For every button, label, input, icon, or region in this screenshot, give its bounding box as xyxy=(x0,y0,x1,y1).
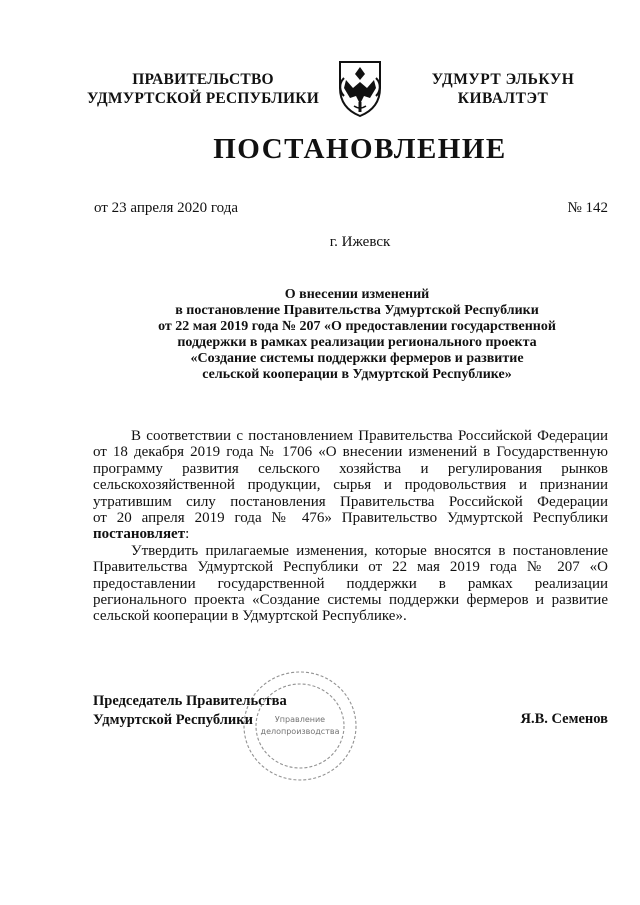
decree-line xyxy=(93,526,608,542)
subject-line: сельской кооперации в Удмуртской Республике» xyxy=(202,367,512,382)
document-city: г. Ижевск xyxy=(329,234,391,250)
office-stamp-icon xyxy=(240,668,360,784)
signatory-position-line-2: Удмуртской Республики xyxy=(93,712,253,728)
body-line: утратившим силу постановления Правительства Российской Федерации xyxy=(93,493,608,510)
header-right-line-2: КИВАЛТЭТ xyxy=(457,90,549,107)
stamp-text-line-1: Управление xyxy=(274,715,326,724)
document-date: от 23 апреля 2020 года xyxy=(94,200,239,216)
subject-line: «Создание системы поддержки фермеров и развитие xyxy=(190,351,524,366)
subject-line: О внесении изменений xyxy=(284,287,430,302)
body-line: регионального проекта «Создание системы поддержки фермеров и развитие xyxy=(93,591,608,608)
body-line: В соответствии с постановлением Правительства Российской Федерации xyxy=(131,428,608,444)
subject-line: от 22 мая 2019 года № 207 «О предоставлении государственной xyxy=(158,319,556,334)
document-number: № 142 xyxy=(567,200,608,216)
document-subject xyxy=(70,287,640,383)
body-line: сельскохозяйственной продукции, сырья и продовольствия и признании xyxy=(93,477,608,494)
header-right-government-name-udmurt xyxy=(423,70,583,108)
body-line: программу развития сельского хозяйства и регулирования рынков xyxy=(93,460,608,477)
document-body xyxy=(93,428,608,625)
header-left-line-1: ПРАВИТЕЛЬСТВО xyxy=(132,71,274,88)
body-line: от 20 апреля 2019 года № 476» Правительство Удмуртской Республики xyxy=(93,509,608,526)
subject-line: поддержки в рамках реализации регионального проекта xyxy=(177,335,537,350)
signatory-position-line-1: Председатель Правительства xyxy=(93,693,287,709)
body-line: сельской кооперации в Удмуртской Республике». xyxy=(93,608,407,625)
decree-word: постановляет xyxy=(93,526,186,543)
header-left-line-2: УДМУРТСКОЙ РЕСПУБЛИКИ xyxy=(87,90,319,107)
body-line: от 18 декабря 2019 года № 1706 «О внесении изменений в Государственную xyxy=(93,444,608,461)
subject-line: в постановление Правительства Удмуртской Республики xyxy=(175,303,539,318)
body-line: Правительства Удмуртской Республики от 22 мая 2019 года № 207 «О xyxy=(93,559,608,576)
header-left-government-name xyxy=(84,70,322,108)
document-title: ПОСТАНОВЛЕНИЕ xyxy=(213,133,507,165)
body-line: Утвердить прилагаемые изменения, которые вносятся в постановление xyxy=(131,542,608,559)
decree-colon: : xyxy=(185,526,190,543)
header-right-line-1: УДМУРТ ЭЛЬКУН xyxy=(431,71,575,88)
udmurt-coat-of-arms-icon xyxy=(334,58,386,118)
body-line: предоставлении государственной поддержки в рамках реализации xyxy=(93,575,608,592)
stamp-text-line-2: делопроизводства xyxy=(260,727,340,736)
signatory-name: Я.В. Семенов xyxy=(520,711,608,727)
